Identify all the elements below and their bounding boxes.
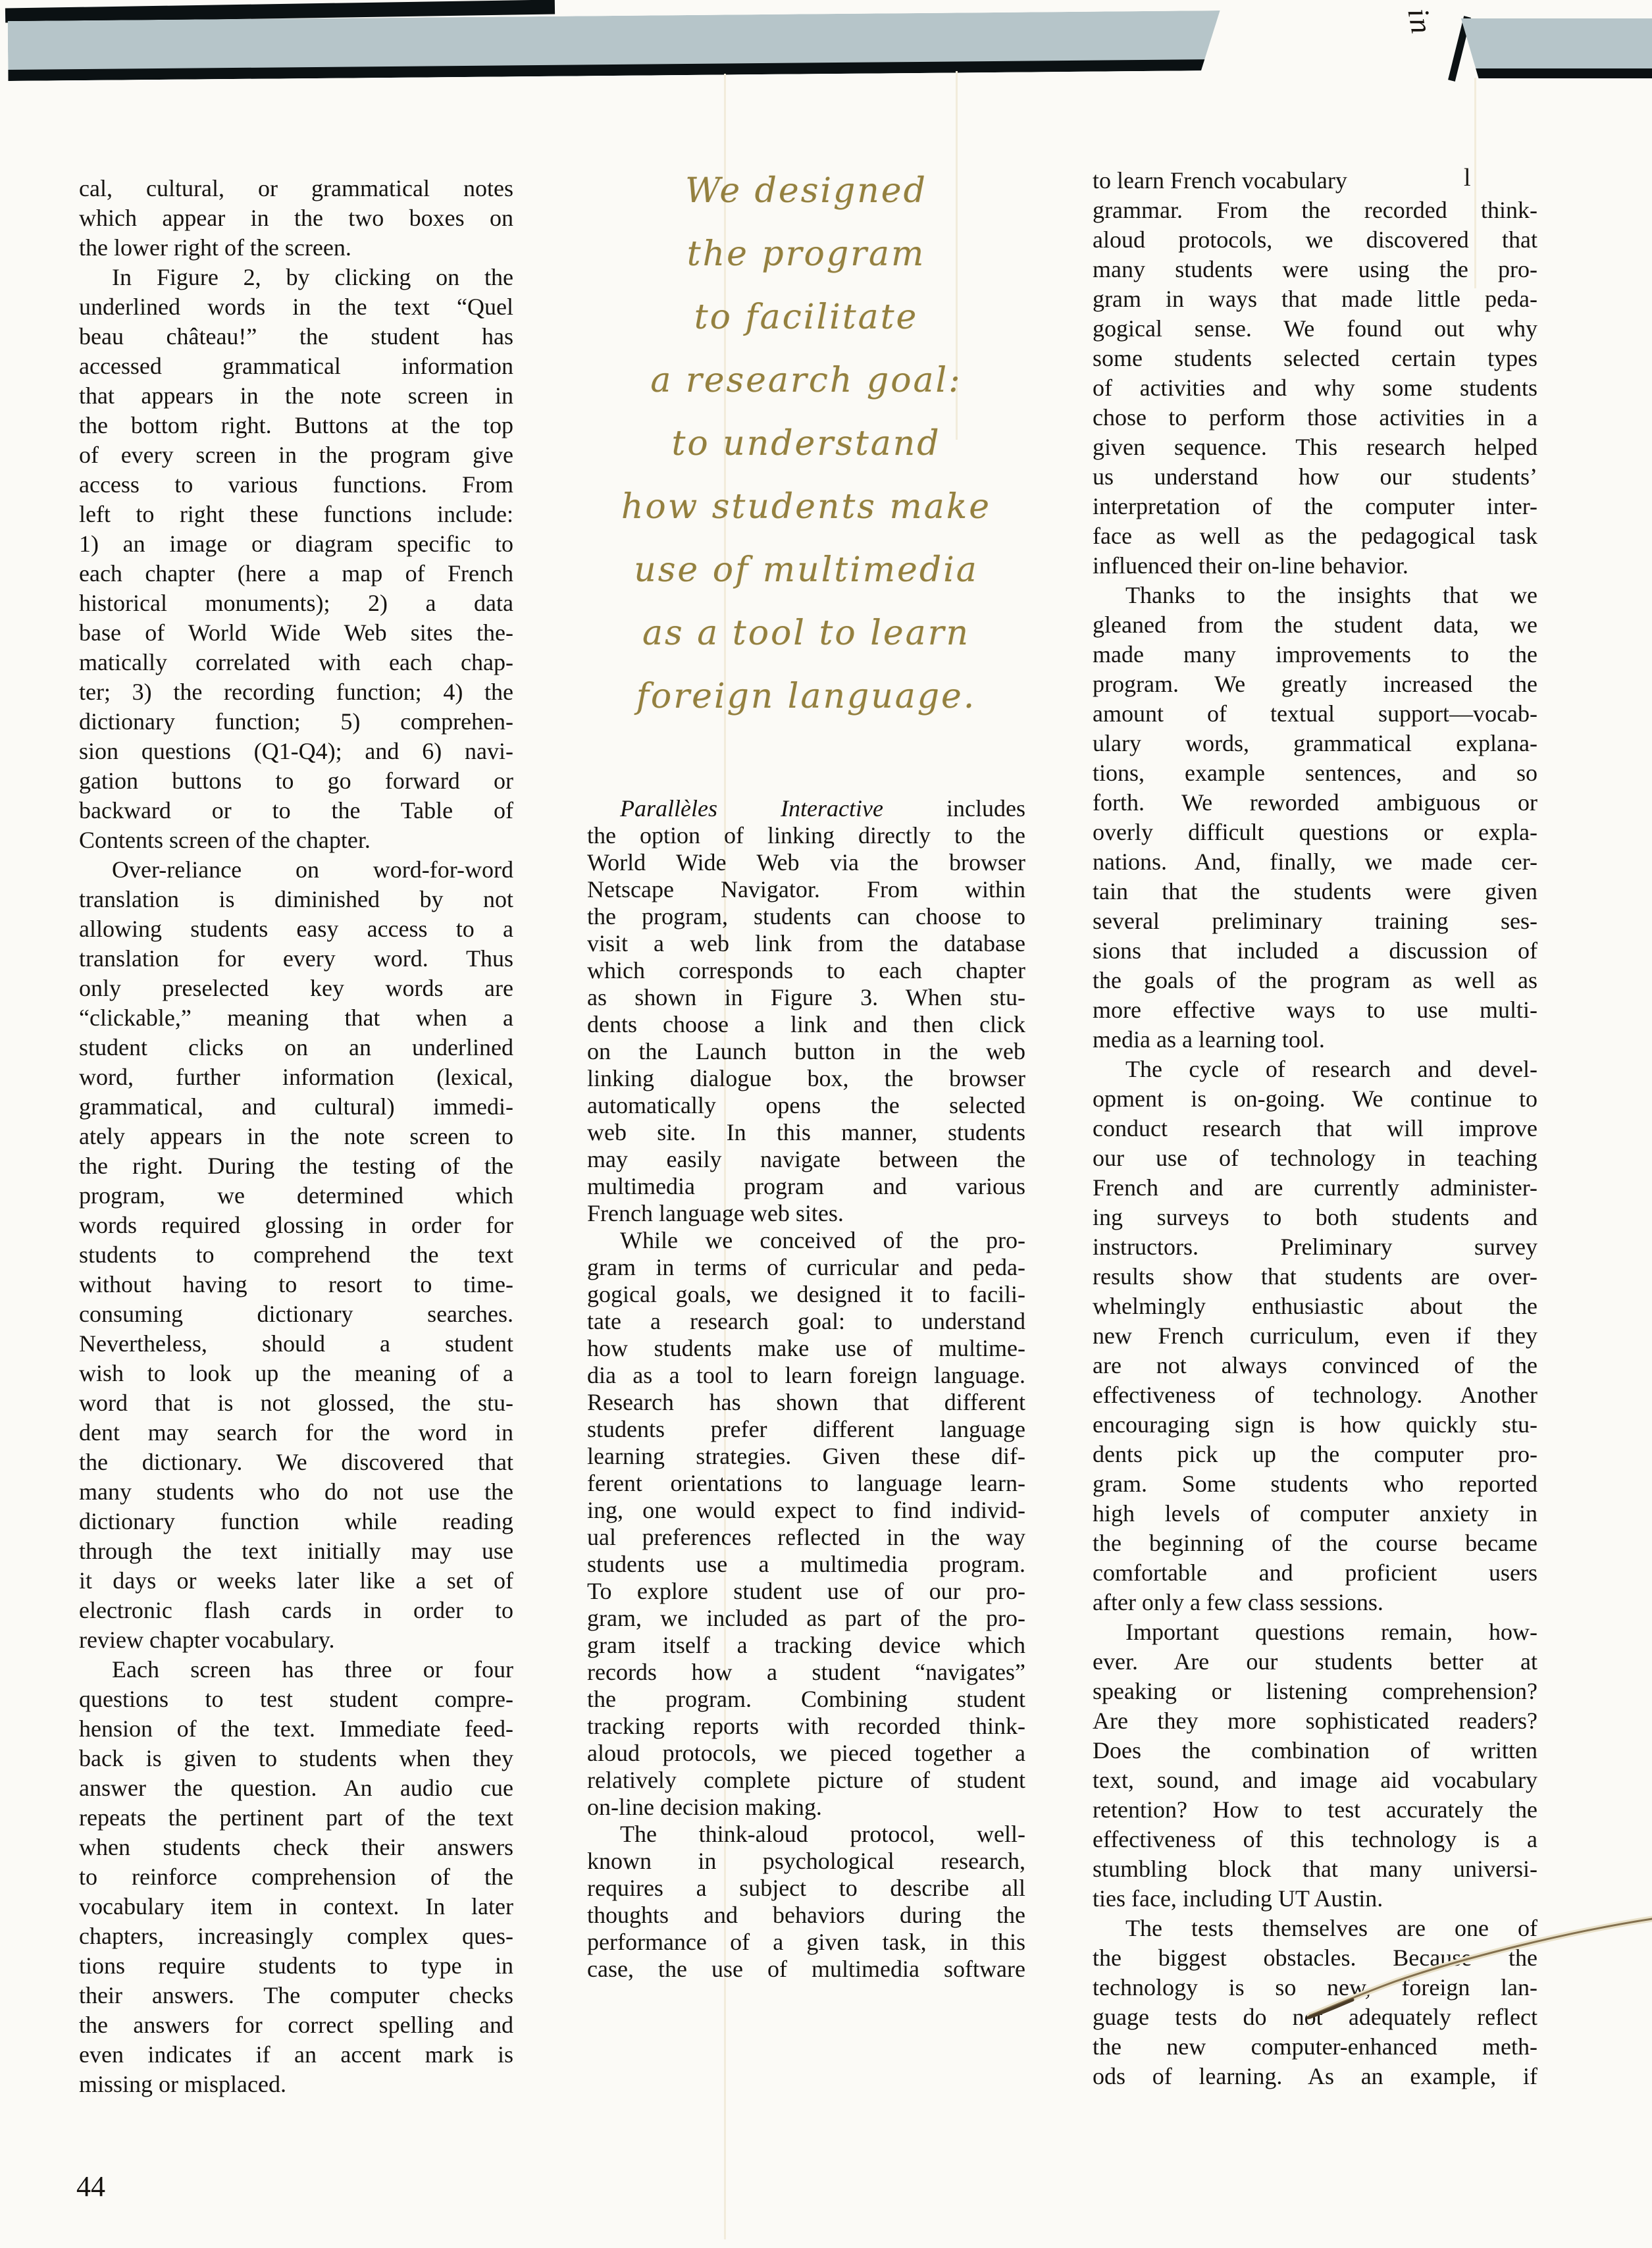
page-number: 44: [76, 2170, 105, 2203]
text-line: new French curriculum, even if they: [1093, 1322, 1537, 1349]
paragraph: [79, 174, 513, 263]
header-rotated-text: in: [1401, 5, 1439, 38]
text-line: effectiveness of this technology is a: [1093, 1826, 1537, 1852]
column-right: [1093, 166, 1537, 2091]
text-line: While we conceived of the pro-: [620, 1227, 1025, 1253]
text-line: many students who do not use the: [79, 1478, 513, 1505]
text-line: program, we determined which: [79, 1182, 513, 1209]
text-line: case, the use of multimedia software: [587, 1956, 1025, 1982]
text-line: of every screen in the program give: [79, 442, 513, 468]
text-line: sions that included a discussion of: [1093, 937, 1537, 964]
text-line: repeats the pertinent part of the text: [79, 1804, 513, 1831]
column-middle: [587, 159, 1025, 1983]
text-line: multimedia program and various: [587, 1173, 1025, 1199]
text-line: the dictionary. We discovered that: [79, 1449, 513, 1475]
text-line: linking dialogue box, the browser: [587, 1065, 1025, 1091]
text-line: matically correlated with each chap-: [79, 649, 513, 675]
text-line: consuming dictionary searches.: [79, 1301, 513, 1327]
text-line: students use a multimedia program.: [587, 1551, 1025, 1577]
text-line: tions, example sentences, and so: [1093, 760, 1537, 786]
text-line: of activities and why some students: [1093, 375, 1537, 401]
text-line: ferent orientations to language learn-: [587, 1470, 1025, 1496]
text-line: gram. Some students who reported: [1093, 1471, 1537, 1497]
text-line: web site. In this manner, students: [587, 1119, 1025, 1145]
text-line: backward or to the Table of: [79, 797, 513, 823]
paragraph: [1093, 1055, 1537, 1617]
text-line: Research has shown that different: [587, 1389, 1025, 1415]
text-line: students to comprehend the text: [79, 1242, 513, 1268]
text-line: program. We greatly increased the: [1093, 671, 1537, 697]
text-line: after only a few class sessions.: [1093, 1589, 1383, 1615]
text-line: results show that students are over-: [1093, 1263, 1537, 1290]
text-line: ately appears in the note screen to: [79, 1123, 513, 1149]
text-line: to learn French vocabulary: [1093, 167, 1347, 194]
text-line: the biggest obstacles. Because the: [1093, 1945, 1537, 1971]
text-line: more effective ways to use multi-: [1093, 997, 1537, 1023]
text-line: review chapter vocabulary.: [79, 1627, 335, 1653]
text-line: aloud protocols, we pieced together a: [587, 1740, 1025, 1766]
text-line: left to right these functions include:: [79, 501, 513, 527]
text-line: interpretation of the computer inter-: [1093, 493, 1537, 519]
text-line: tracking reports with recorded think-: [587, 1713, 1025, 1739]
text-line: French language web sites.: [587, 1200, 844, 1226]
text-line: nations. And, finally, we made cer-: [1093, 849, 1537, 875]
text-line: grammar. From the recorded think-: [1093, 197, 1537, 223]
text-line: word, further information (lexical,: [79, 1064, 513, 1090]
text-line: comfortable and proficient users: [1093, 1559, 1537, 1586]
text-line: The cycle of research and devel-: [1125, 1056, 1537, 1082]
italic-text: Parallèles Interactive: [620, 795, 883, 822]
column-left: [79, 174, 513, 2099]
text-line: forth. We reworded ambiguous or: [1093, 789, 1537, 816]
text-line: gram in ways that made little peda-: [1093, 286, 1537, 312]
pull-quote-line: foreign language.: [636, 677, 977, 716]
text-line: known in psychological research,: [587, 1848, 1025, 1874]
text-line: “clickable,” meaning that when a: [79, 1005, 513, 1031]
text-line: instructors. Preliminary survey: [1093, 1234, 1537, 1260]
text-line: text, sound, and image aid vocabulary: [1093, 1767, 1537, 1793]
text-line: accessed grammatical information: [79, 353, 513, 379]
text-line: encouraging sign is how quickly stu-: [1093, 1411, 1537, 1438]
text-line: The think-aloud protocol, well-: [620, 1821, 1025, 1847]
text-line: some students selected certain types: [1093, 345, 1537, 371]
text-line: relatively complete picture of student: [587, 1767, 1025, 1793]
text-line: which corresponds to each chapter: [587, 957, 1025, 983]
text-line: which appear in the two boxes on: [79, 205, 513, 231]
text-line: gogical sense. We found out why: [1093, 315, 1537, 342]
text-line: Nevertheless, should a student: [79, 1330, 513, 1357]
text-line: to reinforce comprehension of the: [79, 1864, 513, 1890]
text-line: The tests themselves are one of: [1125, 1915, 1537, 1941]
text-line: ulary words, grammatical explana-: [1093, 730, 1537, 756]
text-line: even indicates if an accent mark is: [79, 2041, 513, 2068]
text-line: the program. Combining student: [587, 1686, 1025, 1712]
text-line: underlined words in the text “Quel: [79, 294, 513, 320]
paragraph: [1093, 581, 1537, 1055]
text-line: may easily navigate between the: [587, 1146, 1025, 1172]
text-line: our use of technology in teaching: [1093, 1145, 1537, 1171]
partial-glyph-artifact: l: [1464, 164, 1471, 192]
text-line: ties face, including UT Austin.: [1093, 1885, 1383, 1912]
text-line: learning strategies. Given these dif-: [587, 1443, 1025, 1469]
text-line: dia as a tool to learn foreign language.: [587, 1362, 1025, 1388]
text-line: only preselected key words are: [79, 975, 513, 1001]
text-line: their answers. The computer checks: [79, 1982, 513, 2008]
text-line: cal, cultural, or grammatical notes: [79, 175, 513, 201]
text-line: speaking or listening comprehension?: [1093, 1678, 1537, 1704]
text-line: dents choose a link and then click: [587, 1011, 1025, 1037]
text-line: tain that the students were given: [1093, 878, 1537, 904]
text-line: are not always convinced of the: [1093, 1352, 1537, 1378]
text-line: dents pick up the computer pro-: [1093, 1441, 1537, 1467]
text-line: influenced their on-line behavior.: [1093, 552, 1408, 579]
paragraph: [587, 795, 1025, 1227]
header-banner-left: [8, 11, 1221, 81]
text-line: sion questions (Q1-Q4); and 6) navi-: [79, 738, 513, 764]
text-line: thoughts and behaviors during the: [587, 1902, 1025, 1928]
text-line: translation is diminished by not: [79, 886, 513, 912]
text-line: Netscape Navigator. From within: [587, 876, 1025, 902]
text-line: media as a learning tool.: [1093, 1026, 1325, 1053]
header-banner-right: [1457, 18, 1652, 78]
text-line: ever. Are our students better at: [1093, 1648, 1537, 1675]
text-line: the option of linking directly to the: [587, 822, 1025, 849]
text-line: word that is not glossed, the stu-: [79, 1390, 513, 1416]
text-line: requires a subject to describe all: [587, 1875, 1025, 1901]
text-line: records how a student “navigates”: [587, 1659, 1025, 1685]
text-line: technology is so new, foreign lan-: [1093, 1974, 1537, 2000]
text-line: chapters, increasingly complex ques-: [79, 1923, 513, 1949]
text-line: World Wide Web via the browser: [587, 849, 1025, 876]
paragraph: [587, 1821, 1025, 1983]
text-line: dictionary function while reading: [79, 1508, 513, 1534]
text-line: Are they more sophisticated readers?: [1093, 1708, 1537, 1734]
text-line: how students make use of multime-: [587, 1335, 1025, 1361]
text-line: it days or weeks later like a set of: [79, 1567, 513, 1594]
paragraph: [587, 1227, 1025, 1821]
text-line: overly difficult questions or expla-: [1093, 819, 1537, 845]
text-line: many students were using the pro-: [1093, 256, 1537, 282]
text-line: amount of textual support—vocab-: [1093, 700, 1537, 727]
text-line: wish to look up the meaning of a: [79, 1360, 513, 1386]
text-line: effectiveness of technology. Another: [1093, 1382, 1537, 1408]
text-line: In Figure 2, by clicking on the: [112, 264, 513, 290]
paragraph: [79, 855, 513, 1655]
pull-quote-line: as a tool to learn: [642, 614, 970, 653]
text-line: the right. During the testing of the: [79, 1153, 513, 1179]
text-line: dent may search for the word in: [79, 1419, 513, 1446]
text-line: on the Launch button in the web: [587, 1038, 1025, 1064]
text-line: the beginning of the course became: [1093, 1530, 1537, 1556]
text-line: words required glossing in order for: [79, 1212, 513, 1238]
text-line: Contents screen of the chapter.: [79, 827, 371, 853]
text-line: [587, 795, 1025, 822]
paragraph: [1093, 166, 1537, 581]
text-line: access to various functions. From: [79, 471, 513, 498]
text-line: visit a web link from the database: [587, 930, 1025, 956]
text-line: historical monuments); 2) a data: [79, 590, 513, 616]
text-line: whelmingly enthusiastic about the: [1093, 1293, 1537, 1319]
text-line: the answers for correct spelling and: [79, 2012, 513, 2038]
text-line: face as well as the pedagogical task: [1093, 523, 1537, 549]
text-line: conduct research that will improve: [1093, 1115, 1537, 1141]
pull-quote-line: We designed: [685, 171, 927, 211]
text-line: Does the combination of written: [1093, 1737, 1537, 1764]
text-line: dictionary function; 5) comprehen-: [79, 708, 513, 735]
pull-quote-line: the program: [686, 234, 926, 274]
text-line: gram, we included as part of the pro-: [587, 1605, 1025, 1631]
text-line: each chapter (here a map of French: [79, 560, 513, 587]
text-line: ing surveys to both students and: [1093, 1204, 1537, 1230]
text-line: ods of learning. As an example, if: [1093, 2063, 1537, 2089]
text-line: gleaned from the student data, we: [1093, 612, 1537, 638]
text-line: made many improvements to the: [1093, 641, 1537, 667]
text-line: ter; 3) the recording function; 4) the: [79, 679, 513, 705]
text-line: the lower right of the screen.: [79, 234, 351, 261]
pull-quote-line: how students make: [621, 487, 992, 527]
text-line: Thanks to the insights that we: [1125, 582, 1537, 608]
text-line: guage tests do not adequately reflect: [1093, 2004, 1537, 2030]
paragraph: [1093, 1617, 1537, 1914]
text-line: vocabulary item in context. In later: [79, 1893, 513, 1920]
text-line: allowing students easy access to a: [79, 916, 513, 942]
text-line: gram itself a tracking device which: [587, 1632, 1025, 1658]
text-line: 1) an image or diagram specific to: [79, 531, 513, 557]
text-line: the bottom right. Buttons at the top: [79, 412, 513, 438]
text-line: performance of a given task, in this: [587, 1929, 1025, 1955]
text-line: tate a research goal: to understand: [587, 1308, 1025, 1334]
text-line: answer the question. An audio cue: [79, 1775, 513, 1801]
text-line: base of World Wide Web sites the-: [79, 619, 513, 646]
text-line: given sequence. This research helped: [1093, 434, 1537, 460]
text-line: To explore student use of our pro-: [587, 1578, 1025, 1604]
text-line: Important questions remain, how-: [1125, 1619, 1537, 1645]
text-line: gation buttons to go forward or: [79, 768, 513, 794]
pull-quote-line: to understand: [671, 424, 941, 463]
text-line: as shown in Figure 3. When stu-: [587, 984, 1025, 1010]
text-line: that appears in the note screen in: [79, 382, 513, 409]
text-line: tions require students to type in: [79, 1952, 513, 1979]
text-line: students prefer different language: [587, 1416, 1025, 1442]
text-line: gram in terms of curricular and peda-: [587, 1254, 1025, 1280]
text-line: gogical goals, we designed it to facili-: [587, 1281, 1025, 1307]
text-line: electronic flash cards in order to: [79, 1597, 513, 1623]
pull-quote: [587, 159, 1025, 728]
text-line: the new computer-enhanced meth-: [1093, 2033, 1537, 2060]
text-line: through the text initially may use: [79, 1538, 513, 1564]
text-line: chose to perform those activities in a: [1093, 404, 1537, 431]
paragraph: [79, 263, 513, 855]
text-line: back is given to students when they: [79, 1745, 513, 1771]
text-line: ual preferences reflected in the way: [587, 1524, 1025, 1550]
text-line: aloud protocols, we discovered that: [1093, 226, 1537, 253]
pull-quote-line: to facilitate: [694, 298, 919, 337]
text-line: Over-reliance on word-for-word: [112, 856, 513, 883]
text-line: Each screen has three or four: [112, 1656, 513, 1683]
text-line: stumbling block that many universi-: [1093, 1856, 1537, 1882]
text-line: the program, students can choose to: [587, 903, 1025, 929]
text-line: questions to test student compre-: [79, 1686, 513, 1712]
text-line: translation for every word. Thus: [79, 945, 513, 972]
text-line: retention? How to test accurately the: [1093, 1796, 1537, 1823]
text-line: hension of the text. Immediate feed-: [79, 1715, 513, 1742]
text-line: several preliminary training ses-: [1093, 908, 1537, 934]
pull-quote-line: a research goal:: [650, 361, 962, 400]
text-line: opment is on-going. We continue to: [1093, 1085, 1537, 1112]
scratch-artifact: [1290, 1902, 1652, 2034]
text-line: automatically opens the selected: [587, 1092, 1025, 1118]
text-line: ing, one would expect to find individ-: [587, 1497, 1025, 1523]
text-line: student clicks on an underlined: [79, 1034, 513, 1060]
text-line: beau château!” the student has: [79, 323, 513, 350]
text-line: us understand how our students’: [1093, 463, 1537, 490]
text-line: without having to resort to time-: [79, 1271, 513, 1297]
text-line: missing or misplaced.: [79, 2071, 286, 2097]
paragraph: [79, 1655, 513, 2099]
text-line: the goals of the program as well as: [1093, 967, 1537, 993]
text-line: French and are currently administer-: [1093, 1174, 1537, 1201]
text-line: when students check their answers: [79, 1834, 513, 1860]
text-line: grammatical, and cultural) immedi-: [79, 1093, 513, 1120]
text-line: on-line decision making.: [587, 1794, 822, 1820]
text: includes: [883, 795, 1025, 822]
text-line: high levels of computer anxiety in: [1093, 1500, 1537, 1527]
pull-quote-line: use of multimedia: [634, 550, 979, 590]
